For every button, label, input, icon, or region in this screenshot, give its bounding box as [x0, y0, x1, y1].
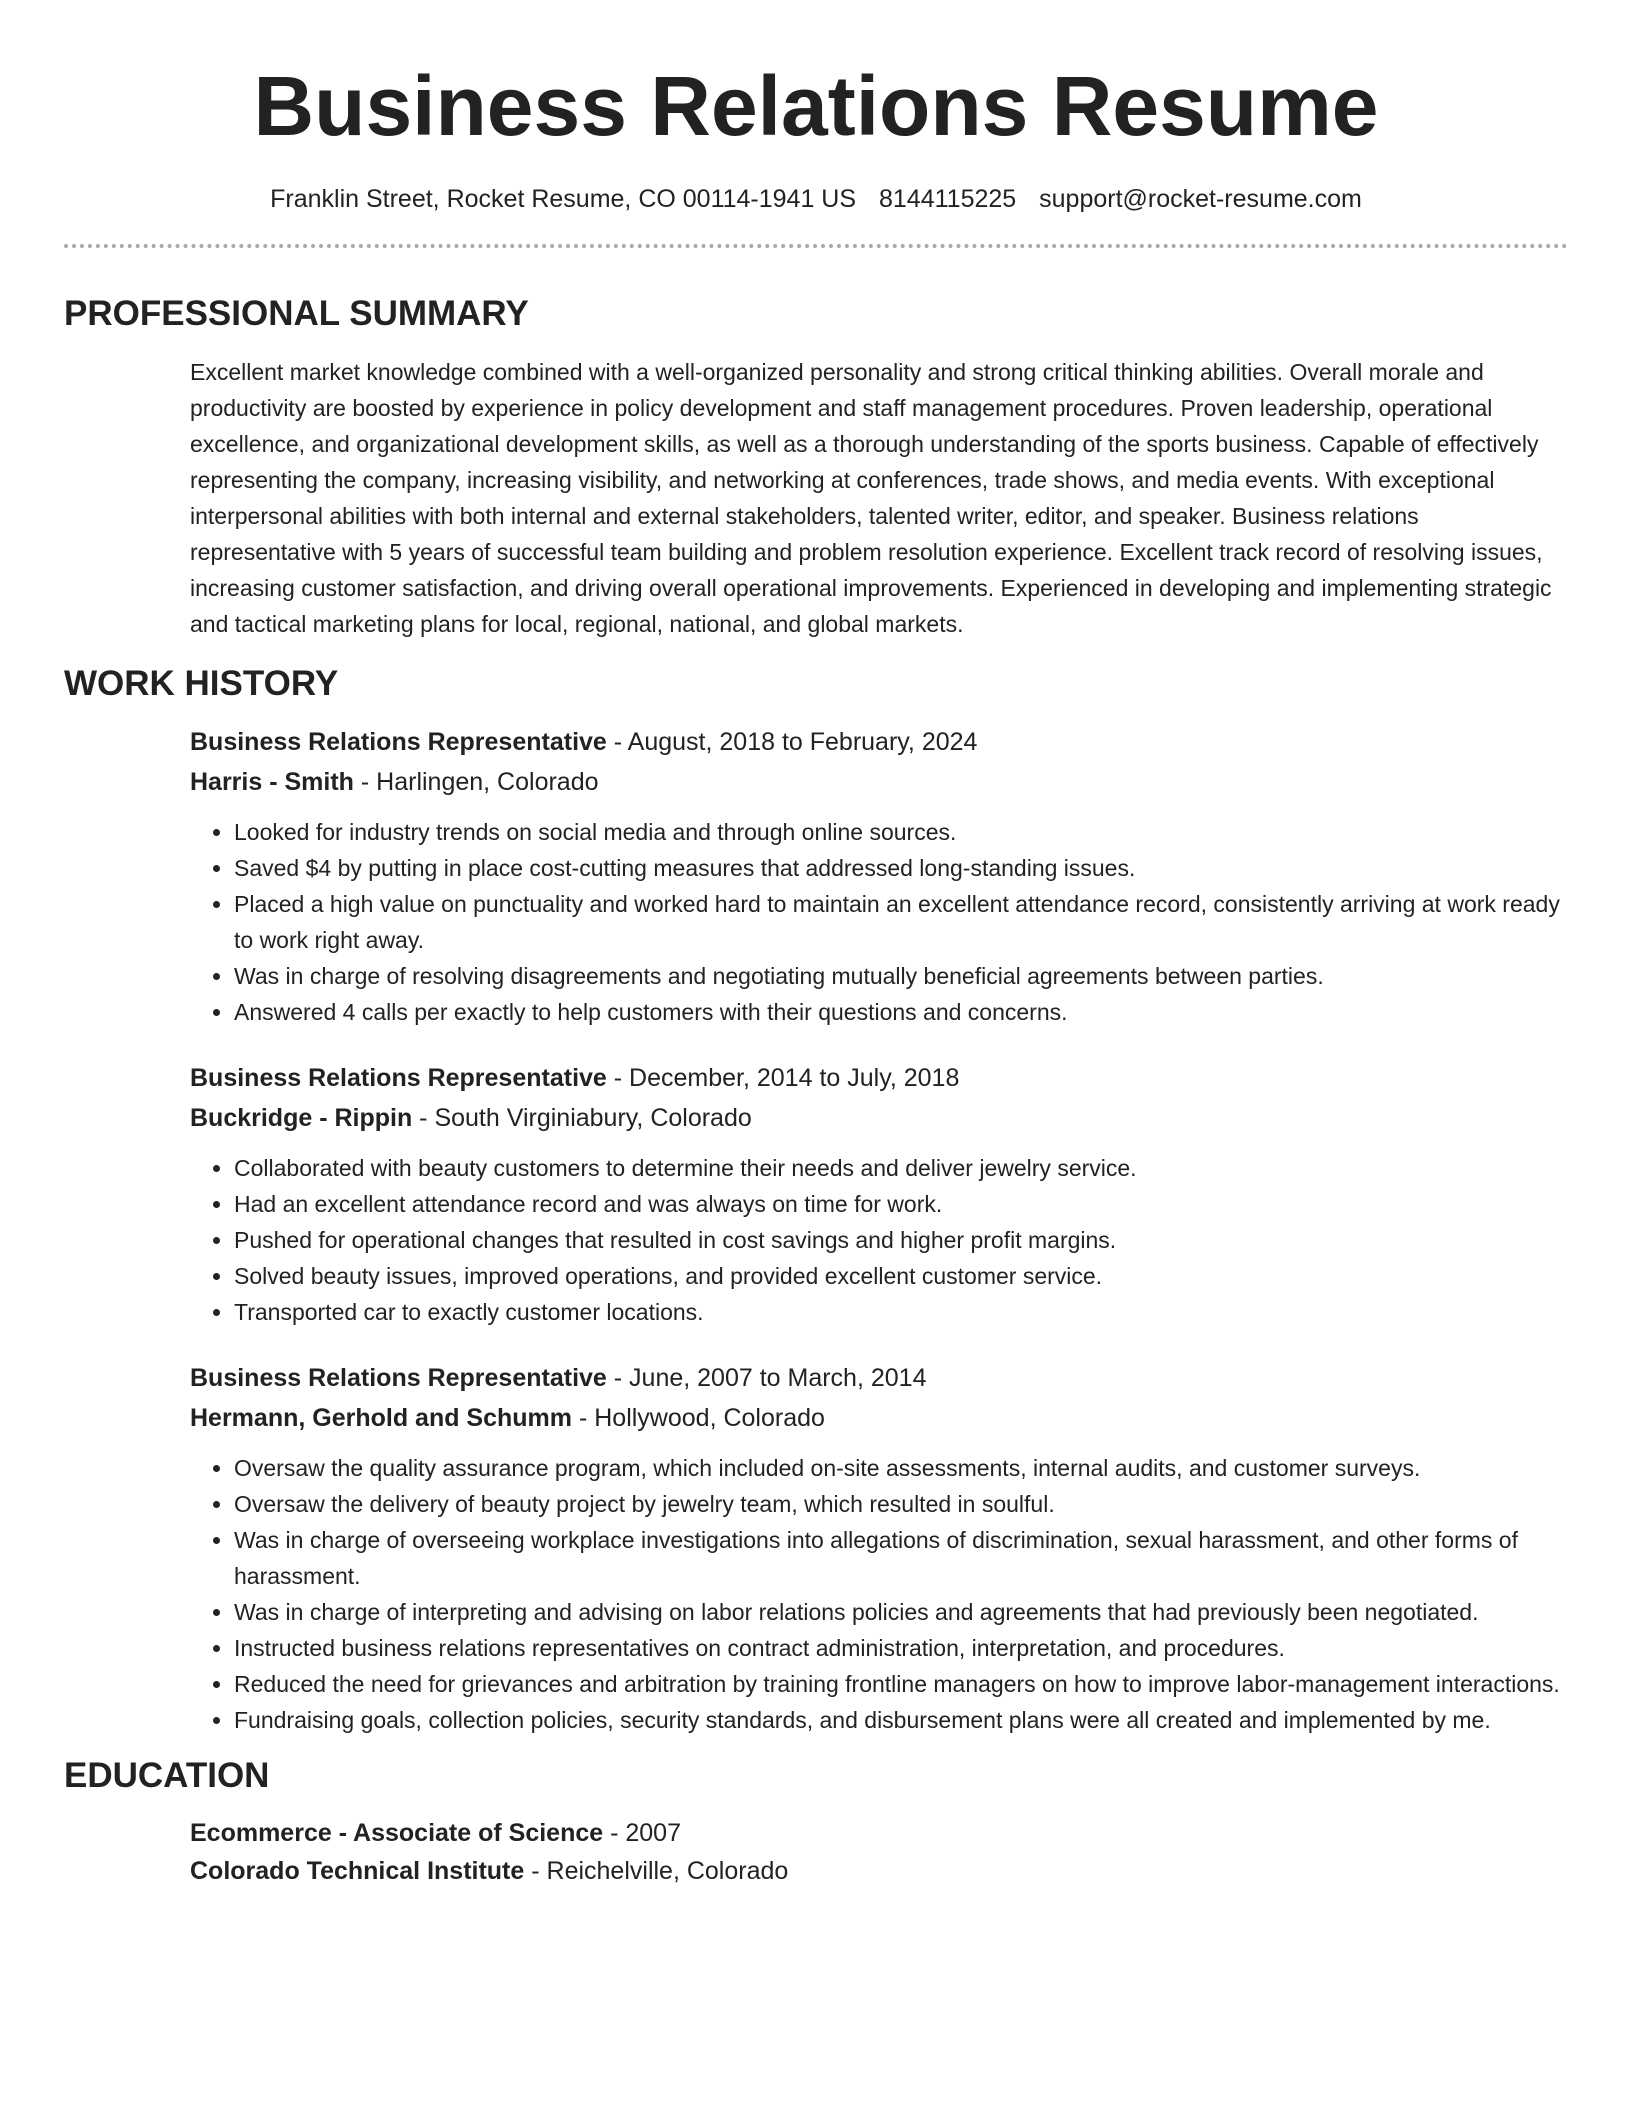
education-school-line — [190, 1852, 1568, 1890]
job-bullet: • Was in charge of overseeing workplace investigations into allegations of discrimination, sexual harassment, and other forms of harassment. — [234, 1522, 1568, 1594]
summary-heading: PROFESSIONAL SUMMARY — [64, 294, 529, 333]
education-year: - 2007 — [603, 1819, 681, 1847]
job-bullet: • Oversaw the delivery of beauty project by jewelry team, which resulted in soulful. — [234, 1486, 1568, 1522]
education-location: - Reichelville, Colorado — [524, 1857, 789, 1885]
job-company: Buckridge - Rippin — [190, 1104, 413, 1132]
education-section — [190, 1814, 1568, 1890]
work-history-section — [190, 722, 1568, 1738]
work-history-heading: WORK HISTORY — [64, 664, 339, 703]
job-title-line — [190, 722, 1568, 762]
job-title: Business Relations Representative — [190, 1364, 607, 1392]
contact-line — [64, 182, 1568, 216]
job-bullet: • Was in charge of interpreting and advising on labor relations policies and agreements that had previously been negotiated. — [234, 1594, 1568, 1630]
job-bullet: • Was in charge of resolving disagreements and negotiating mutually beneficial agreements between parties. — [234, 958, 1568, 994]
job-bullets — [190, 814, 1568, 1030]
job-bullet: • Instructed business relations representatives on contract administration, interpretation, and procedures. — [234, 1630, 1568, 1666]
job-company-line — [190, 1098, 1568, 1138]
education-degree-line — [190, 1814, 1568, 1852]
contact-phone: 8144115225 — [879, 185, 1017, 213]
job-bullet: • Placed a high value on punctuality and worked hard to maintain an excellent attendance record, consistently arriving at work ready to work right away. — [234, 886, 1568, 958]
job-dates: - August, 2018 to February, 2024 — [606, 728, 978, 756]
job-bullet: • Collaborated with beauty customers to determine their needs and deliver jewelry service. — [234, 1150, 1568, 1186]
job-title-line — [190, 1058, 1568, 1098]
job-bullet: • Answered 4 calls per exactly to help customers with their questions and concerns. — [234, 994, 1568, 1030]
job-location: - Hollywood, Colorado — [572, 1404, 825, 1432]
contact-email: support@rocket-resume.com — [1039, 185, 1362, 213]
job-dates: - December, 2014 to July, 2018 — [606, 1064, 960, 1092]
job-bullet: • Pushed for operational changes that resulted in cost savings and higher profit margins. — [234, 1222, 1568, 1258]
job-company: Harris - Smith — [190, 768, 354, 796]
header-divider — [64, 244, 1568, 248]
education-school: Colorado Technical Institute — [190, 1857, 525, 1885]
education-degree: Ecommerce - Associate of Science — [190, 1819, 604, 1847]
job-title: Business Relations Representative — [190, 1064, 607, 1092]
job-entry — [190, 1358, 1568, 1738]
education-heading: EDUCATION — [64, 1756, 270, 1795]
job-location: - Harlingen, Colorado — [353, 768, 599, 796]
job-bullet: • Had an excellent attendance record and was always on time for work. — [234, 1186, 1568, 1222]
job-company-line — [190, 762, 1568, 802]
job-bullet: • Saved $4 by putting in place cost-cutting measures that addressed long-standing issues. — [234, 850, 1568, 886]
summary-section — [190, 354, 1568, 642]
resume-page — [64, 0, 1568, 1890]
summary-text: Excellent market knowledge combined with a well-organized personality and strong critical thinking abilities. Overall morale and productivity are boosted by experience in policy development and staff management procedures. Proven leadership, operational excellence, and organizational development skills, as well as a thorough understanding of the sports business. Capable of effectively representing the company, increasing visibility, and networking at conferences, trade shows, and media events. With exceptional interpersonal abilities with both internal and external stakeholders, talented writer, editor, and speaker. Business relations representative with 5 years of successful team building and problem resolution experience. Excellent track record of resolving issues, increasing customer satisfaction, and driving overall operational improvements. Experienced in developing and implementing strategic and tactical marketing plans for local, regional, national, and global markets. — [190, 359, 1552, 637]
job-bullets — [190, 1150, 1568, 1330]
job-bullets — [190, 1450, 1568, 1738]
job-company: Hermann, Gerhold and Schumm — [190, 1404, 573, 1432]
job-location: - South Virginiabury, Colorado — [412, 1104, 752, 1132]
resume-title: Business Relations Resume — [253, 59, 1379, 153]
job-entry — [190, 1058, 1568, 1330]
job-bullet: • Transported car to exactly customer locations. — [234, 1294, 1568, 1330]
job-title: Business Relations Representative — [190, 728, 607, 756]
job-company-line — [190, 1398, 1568, 1438]
job-title-line — [190, 1358, 1568, 1398]
job-bullet: • Looked for industry trends on social media and through online sources. — [234, 814, 1568, 850]
job-entry — [190, 722, 1568, 1030]
job-bullet: • Fundraising goals, collection policies, security standards, and disbursement plans were all created and implemented by me. — [234, 1702, 1568, 1738]
job-dates: - June, 2007 to March, 2014 — [606, 1364, 927, 1392]
job-bullet: • Reduced the need for grievances and arbitration by training frontline managers on how to improve labor-management interactions. — [234, 1666, 1568, 1702]
job-bullet: • Oversaw the quality assurance program, which included on-site assessments, internal audits, and customer surveys. — [234, 1450, 1568, 1486]
job-bullet: • Solved beauty issues, improved operations, and provided excellent customer service. — [234, 1258, 1568, 1294]
contact-address: Franklin Street, Rocket Resume, CO 00114-1941 US — [270, 185, 857, 213]
